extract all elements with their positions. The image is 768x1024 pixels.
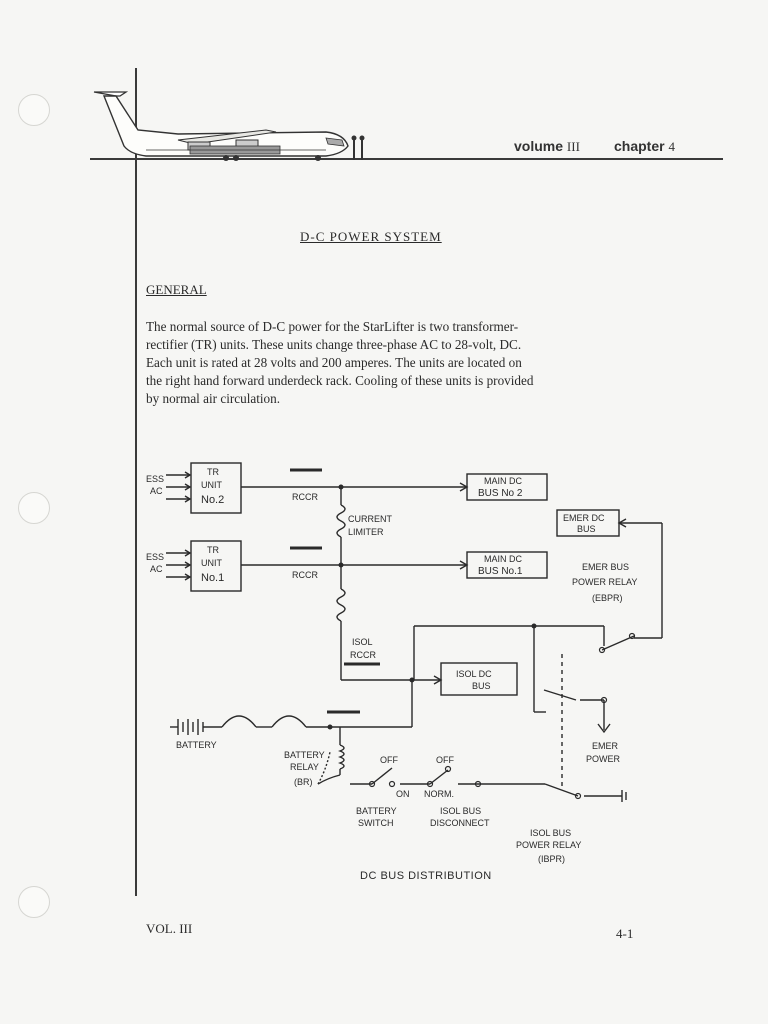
ibpr-label: (IBPR) [538,854,565,864]
ac-label: AC [150,486,163,496]
battery-switch-label: SWITCH [358,818,394,828]
ibpr-label: POWER RELAY [516,840,582,850]
ess-ac-label: ESS [146,474,165,484]
diagram-caption: DC BUS DISTRIBUTION [360,870,492,882]
tr2-label: TR [207,467,219,477]
volume-number: III [566,139,580,154]
current-limiter-label: CURRENT [348,514,392,524]
current-limiter-label: LIMITER [348,527,384,537]
ebpr-label: POWER RELAY [572,577,638,587]
isol-dc-bus-label: BUS [472,681,491,691]
paragraph-line: Each unit is rated at 28 volts and 200 amperes. The units are located on [146,355,522,370]
paragraph-line: The normal source of D-C power for the StarLifter is two transformer- [146,319,519,334]
main-dc-bus-2-label: BUS No 2 [478,488,523,499]
ibpr-label: ISOL BUS [530,828,572,838]
tr1-label: No.1 [201,572,225,584]
isol-rccr-label: ISOL [352,637,373,647]
ac-label: AC [150,564,163,574]
chapter-number: 4 [668,139,675,154]
section-title: D-C POWER SYSTEM [300,229,442,244]
tr2-label: UNIT [201,480,222,490]
page-number: 4-1 [616,926,634,941]
isol-bus-disconnect-label: DISCONNECT [430,818,490,828]
battery-label: BATTERY [176,740,217,750]
ess-ac-label: ESS [146,552,165,562]
emer-dc-bus-label: BUS [577,524,596,534]
paragraph-line: by normal air circulation. [146,391,281,406]
off-label: OFF [380,755,398,765]
emer-power-label: POWER [586,754,621,764]
rccr-label: RCCR [292,492,318,502]
rccr-label: RCCR [292,570,318,580]
battery-switch-label: BATTERY [356,806,397,816]
main-dc-bus-1-label: MAIN DC [484,554,522,564]
tr1-label: UNIT [201,558,222,568]
isol-bus-disconnect-label: ISOL BUS [440,806,482,816]
main-dc-bus-1-label: BUS No.1 [478,566,523,577]
battery-relay-label: RELAY [290,762,319,772]
tr2-label: No.2 [201,494,225,506]
on-label: ON [396,789,410,799]
norm-label: NORM. [424,789,454,799]
emer-power-label: EMER [592,741,619,751]
paragraph-line: rectifier (TR) units. These units change three-phase AC to 28-volt, DC. [146,337,522,352]
tr1-label: TR [207,545,219,555]
chapter-label: chapter 4 [614,138,675,154]
isol-rccr-label: RCCR [350,650,376,660]
isol-dc-bus-label: ISOL DC [456,669,492,679]
subheading-general: GENERAL [146,282,207,297]
ebpr-label: (EBPR) [592,593,623,603]
off-label: OFF [436,755,454,765]
ebpr-label: EMER BUS [582,562,630,572]
battery-relay-label: BATTERY [284,750,325,760]
battery-relay-label: (BR) [294,777,313,787]
volume-label: volume III [514,138,580,154]
footer-volume: VOL. III [146,921,193,936]
paragraph-line: the right hand forward underdeck rack. Cooling of these units is provided [146,373,534,388]
main-dc-bus-2-label: MAIN DC [484,476,522,486]
emer-dc-bus-label: EMER DC [563,513,605,523]
